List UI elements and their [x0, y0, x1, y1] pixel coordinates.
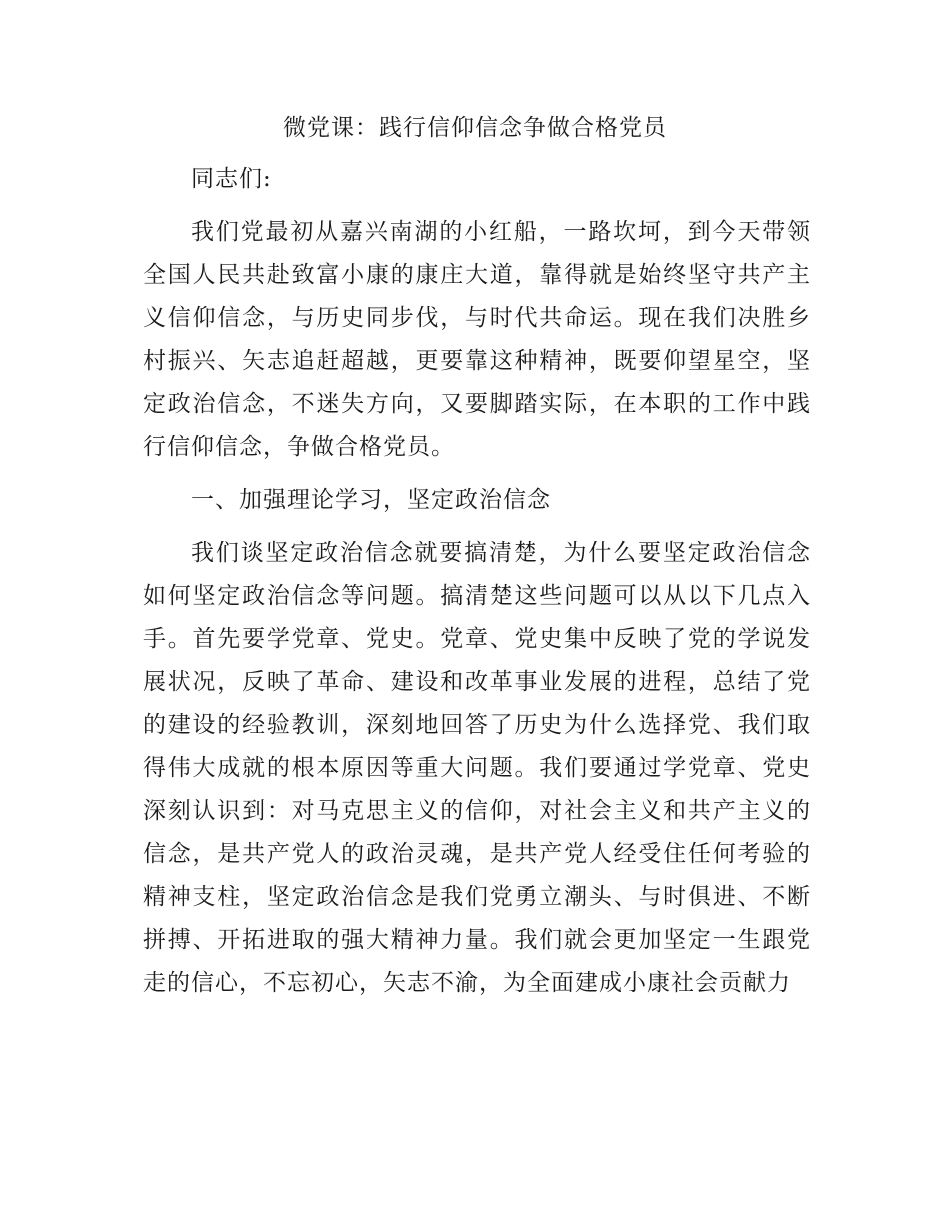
salutation: 同志们: [191, 166, 272, 192]
paragraph-intro: 我们党最初从嘉兴南湖的小红船，一路坎坷，到今天带领全国人民共赴致富小康的康庄大道，靠得就是始终坚守共产主义信仰信念，与历史同步伐，与时代共命运。现在我们决胜乡村振兴、矢志追赶超越，更要靠这种精神，既要仰望星空，坚定政治信念，不迷失方向，又要脚踏实际，在本职的工作中践行信仰信念，争做合格党员。 [143, 219, 811, 460]
document-title: 微党课：践行信仰信念争做合格党员 [283, 115, 667, 141]
paragraph-section-1: 我们谈坚定政治信念就要搞清楚，为什么要坚定政治信念如何坚定政治信念等问题。搞清楚这些问题可以从以下几点入手。首先要学党章、党史。党章、党史集中反映了党的学说发展状况，反映了革命、建设和改革事业发展的进程，总结了党的建设的经验教训，深刻地回答了历史为什么选择党、我们取得伟大成就的根本原因等重大问题。我们要通过学党章、党史深刻认识到：对马克思主义的信仰，对社会主义和共产主义的信念，是共产党人的政治灵魂，是共产党人经受住任何考验的精神支柱，坚定政治信念是我们党勇立潮头、与时俱进、不断拼搏、开拓进取的强大精神力量。我们就会更加坚定一生跟党走的信心，不忘初心，矢志不渝，为全面建成小康社会贡献力 [143, 540, 811, 996]
document-body [143, 158, 811, 1015]
section-heading-1: 一、加强理论学习，坚定政治信念 [191, 487, 551, 513]
